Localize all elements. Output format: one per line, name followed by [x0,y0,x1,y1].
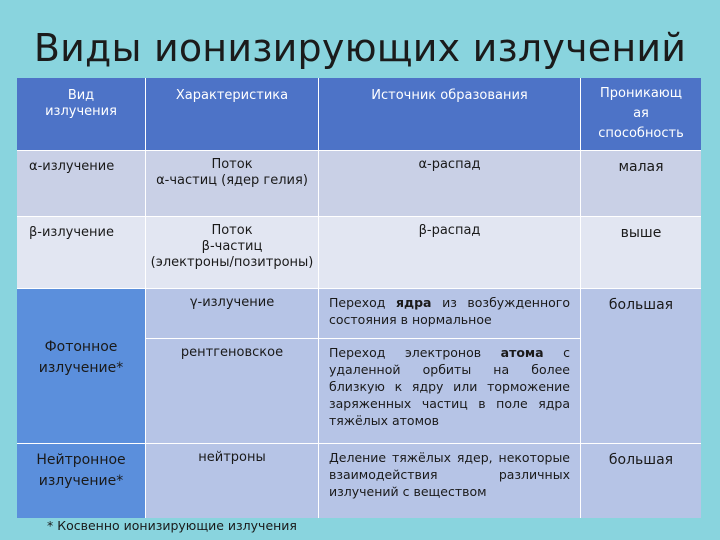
alpha-type: α-излучение [17,151,146,217]
xray-source-bold: атома [500,345,544,360]
beta-char-line2: β-частиц [201,239,263,254]
header-type-line2: излучения [45,104,117,119]
gamma-source-part2: из возбужденного состояния в нормальное [329,295,570,327]
alpha-char-line2: α-частиц (ядер гелия) [156,173,308,188]
xray-source-part1: Переход электронов [329,345,501,360]
beta-characteristic [146,217,319,289]
header-pen-line3: способность [598,126,684,141]
header-characteristic: Характеристика [146,78,319,151]
xray-source [319,339,581,444]
xray-source-part2: с удаленной орбиты на более близкую к ядру или торможение заряженных частиц в поле ядра тяжёлых атомов [329,345,570,428]
slide-title: Виды ионизирующих излучений [33,26,687,70]
alpha-source: α-распад [319,151,581,217]
gamma-source-part1: Переход [329,295,396,310]
header-pen-line1: Проникающ [600,86,682,101]
alpha-penetration: малая [581,151,701,217]
alpha-char-line1: Поток [211,157,253,172]
beta-penetration: выше [581,217,701,289]
alpha-characteristic [146,151,319,217]
neutron-source: Деление тяжёлых ядер, некоторые взаимодействия различных излучений с веществом [319,444,581,518]
header-pen-line2: ая [633,106,649,121]
radiation-table [17,78,701,518]
neutron-characteristic: нейтроны [146,444,319,518]
header-type-line1: Вид [67,88,95,103]
beta-type: β-излучение [17,217,146,289]
photon-type-line2: излучение* [38,360,124,376]
beta-char-line3: (электроны/позитроны) [150,255,314,270]
footnote: * Косвенно ионизирующие излучения [47,518,297,533]
beta-source: β-распад [319,217,581,289]
gamma-name: γ-излучение [146,289,319,339]
header-source: Источник образования [319,78,581,151]
xray-name: рентгеновское [146,339,319,444]
gamma-source-bold: ядра [395,295,432,310]
neutron-type-line1: Нейтронное [36,452,126,468]
photon-penetration: большая [581,289,701,444]
neutron-penetration: большая [581,444,701,518]
beta-char-line1: Поток [211,223,253,238]
photon-type-line1: Фотонное [44,339,118,355]
header-type [17,78,146,151]
gamma-source [319,289,581,339]
header-penetration [581,78,701,151]
neutron-type-line2: излучение* [38,473,124,489]
photon-type [17,289,146,444]
neutron-type [17,444,146,518]
